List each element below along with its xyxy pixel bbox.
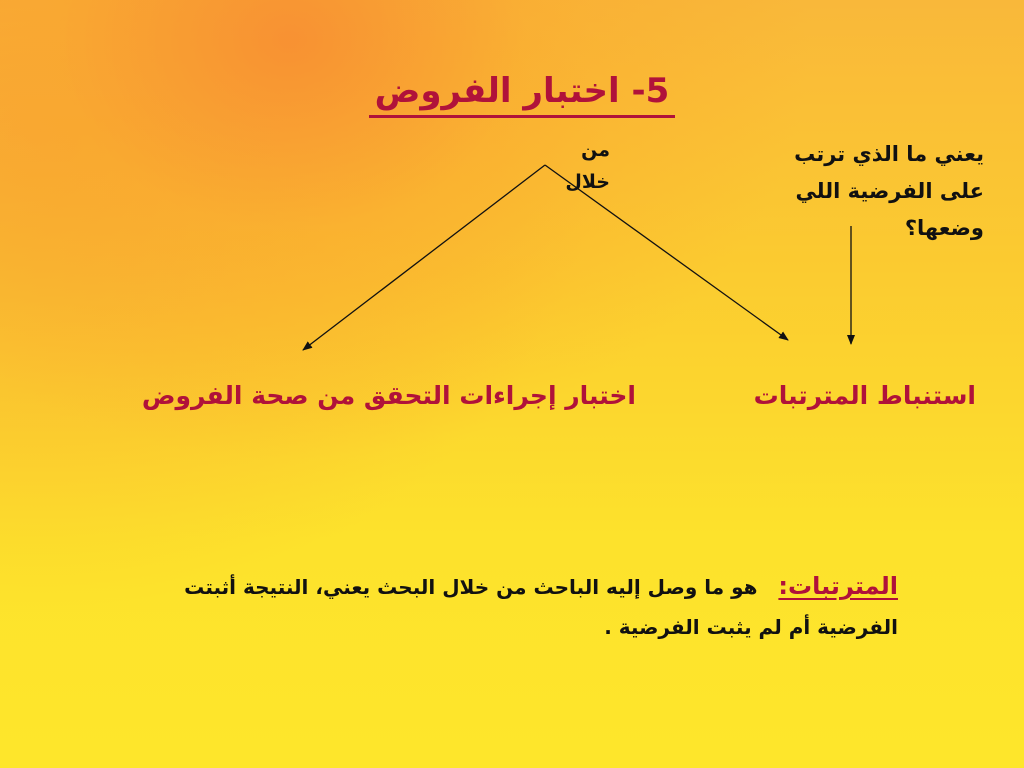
branch-test-procedures: اختبار إجراءات التحقق من صحة الفروض	[141, 381, 636, 410]
branch-deduce-consequences: استنباط المترتبات	[753, 381, 976, 410]
via-label: من خلال	[565, 139, 610, 193]
note-text: يعني ما الذي ترتب على الفرضية اللي وضعها؟	[794, 142, 984, 240]
slide-title-text: 5- اختبار الفروض	[369, 69, 676, 118]
definition-block	[150, 566, 898, 647]
definition-text: هو ما وصل إليه الباحث من خلال البحث يعني، النتيجة أثبتت الفرضية أم لم يثبت الفرضية .	[184, 575, 898, 639]
arrow-to-left-branch	[303, 165, 545, 350]
arrow-to-right-branch	[545, 165, 788, 340]
definition-term: المترتبات:	[778, 572, 898, 600]
